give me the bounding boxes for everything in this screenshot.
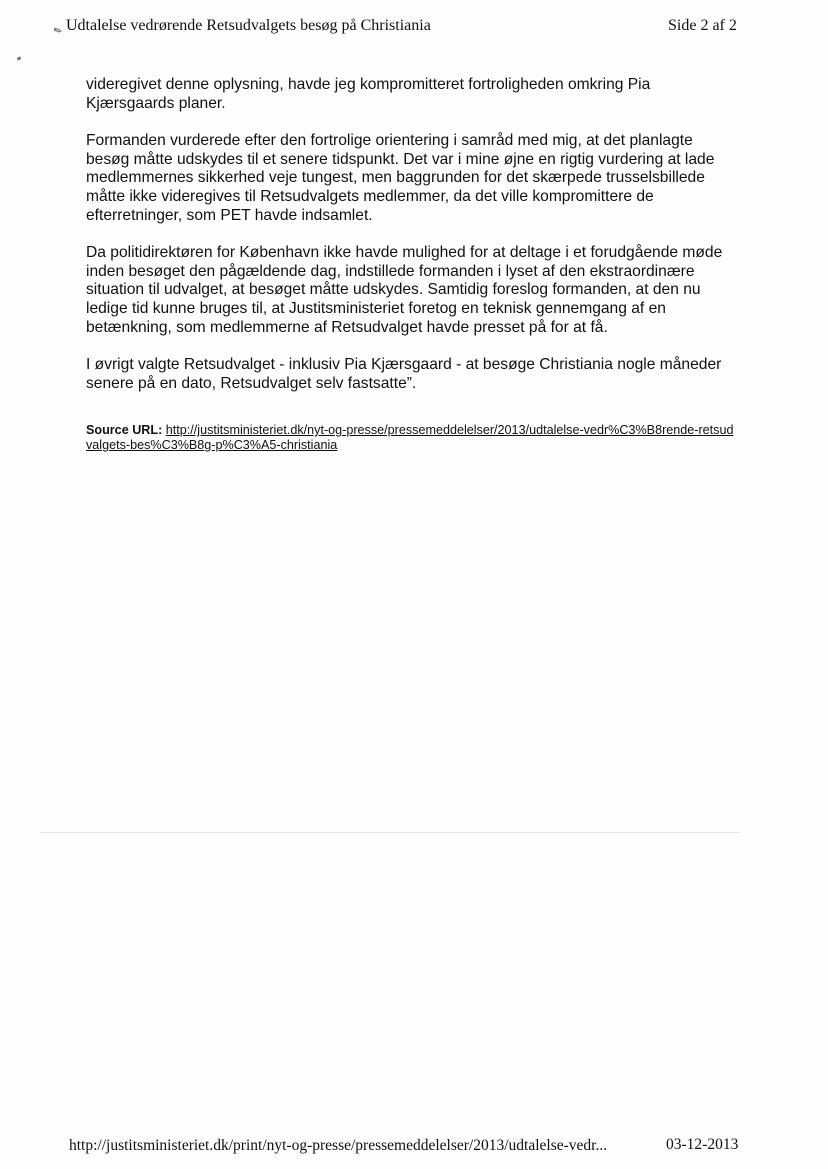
header-title: Udtalelse vedrørende Retsudvalgets besøg på Christiania — [66, 17, 431, 34]
paragraph: Formanden vurderede efter den fortrolige orientering i samråd med mig, at det planlagte besøg måtte udskydes til et senere tidspunkt. Det var i mine øjne en rigtig vurdering at lade medlemmernes sikkerhed veje tungest, men baggrunden for det skærpede trusselsbillede måtte ikke videregives til Retsudvalgets medlemmer, da det ville kompromittere de efterretninger, som PET havde indsamlet. — [86, 132, 715, 224]
scan-artifact-line — [40, 832, 740, 833]
footer-url: http://justitsministeriet.dk/print/nyt-og-presse/pressemeddelelser/2013/udtalelse-vedr... — [69, 1137, 608, 1154]
source-block — [86, 423, 736, 453]
page-indicator: Side 2 af 2 — [668, 17, 737, 34]
paragraph: Da politidirektøren for København ikke havde mulighed for at deltage i et forudgående møde inden besøget den pågældende dag, indstillede formanden i lyset af den ekstraordinære situation til udvalget, at besøget måtte udskydes. Samtidig foreslog formanden, at den nu ledige tid kunne bruges til, at Justitsministeriet foretog en teknisk gennemgang af en betænkning, som medlemmerne af Retsudvalget havde presset på for at få. — [86, 244, 723, 336]
paragraph: I øvrigt valgte Retsudvalget - inklusiv Pia Kjærsgaard - at besøge Christiania nogle måneder senere på en dato, Retsudvalget selv fastsatte”. — [86, 356, 722, 392]
scan-speck — [17, 56, 22, 61]
source-label: Source URL: — [86, 423, 163, 437]
paragraph: videregivet denne oplysning, havde jeg kompromitteret fortroligheden omkring Pia Kjærsgaards planer. — [86, 76, 651, 112]
source-url-link[interactable]: http://justitsministeriet.dk/nyt-og-presse/pressemeddelelser/2013/udtalelse-vedr%C3%B8rende-retsudvalgets-bes%C3%B8g-p%C3%A5-christiania — [86, 423, 734, 452]
document-body — [86, 76, 726, 412]
footer-date: 03-12-2013 — [666, 1136, 739, 1153]
scan-mark: ✎ — [52, 24, 65, 39]
